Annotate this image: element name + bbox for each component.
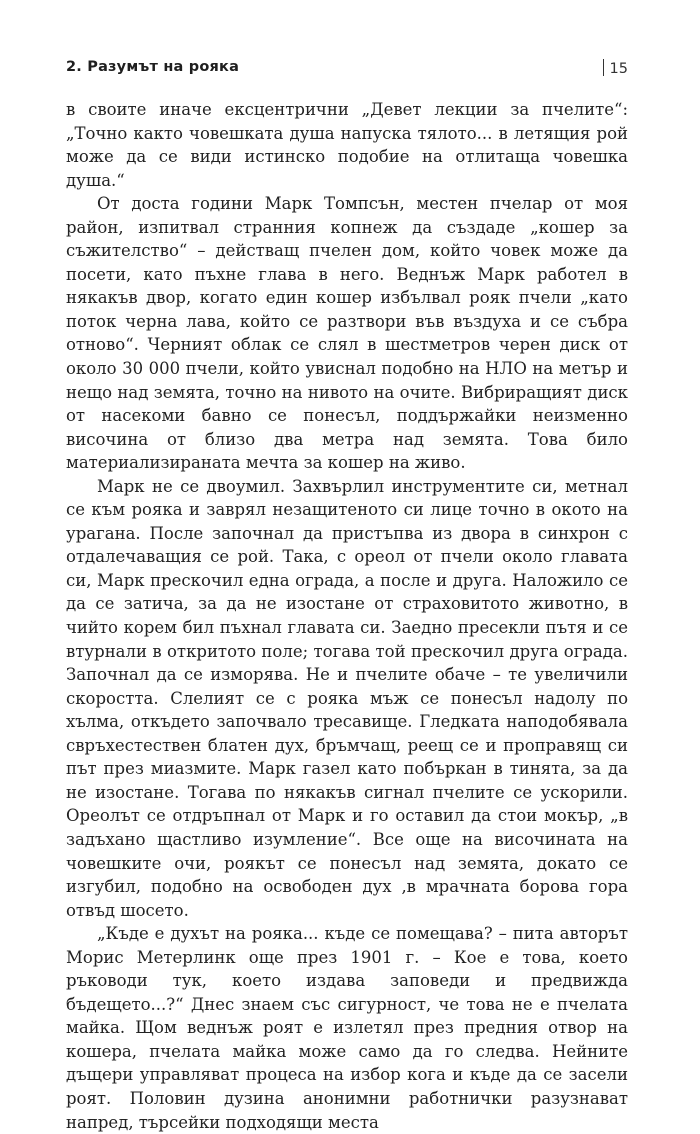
running-header: [66, 56, 628, 80]
paragraph: От доста години Марк Томпсън, местен пчелар от моя район, изпитвал странния копнеж да създаде „кошер за съжителство“ – действащ пчелен дом, който човек може да посети, като пъхне глава в него. Веднъж Марк работел в някакъв двор, когато един кошер избълвал рояк пчели „като поток черна лава, който се разтвори във въздуха и се събра отново“. Черният облак се слял в шестметров черен диск от около 30 000 пчели, който увиснал подобно на НЛО на метър и нещо над земята, точно на нивото на очите. Вибриращият диск от насекоми бавно се понесъл, поддържайки неизменно височина от близо два метра над земята. Това било материализираната мечта за кошер на живо.: [66, 194, 628, 473]
paragraph-continued: в своите иначе ексцентрични „Девет лекции за пчелите“: „Точно както човешката душа напуска тялото... в летящия рой може да се види истинско подобие на отлитаща човешка душа.“: [66, 100, 628, 190]
page-number: 15: [603, 59, 628, 77]
paragraph: Марк не се двоумил. Захвърлил инструментите си, метнал се към рояка и заврял незащитеното си лице точно в окото на урагана. После започнал да пристъпва из двора в синхрон с отдалечаващия се рой. Така, с ореол от пчели около главата си, Марк прескочил една ограда, а после и друга. Наложило се да се затича, за да не изостане от страховитото животно, в чийто корем бил пъхнал главата си. Заедно пресекли пътя и се втурнали в откритото поле; тогава той прескочил друга ограда. Започнал да се изморява. Не и пчелите обаче – те увеличили скоростта. Слелият се с рояка мъж се понесъл надолу по хълма, откъдето започвало тресавище. Гледката наподобявала свръхестествен блатен дух, бръмчащ, реещ се и проправящ си път през миазмите. Марк газел като побъркан в тинята, за да не изостане. Тогава по някакъв сигнал пчелите се ускорили. Ореолът се отдръпнал от Марк и го оставил да стои мокър, „в задъхано щастливо изумление“. Все още на височината на човешките очи, роякът се понесъл над земята, докато се изгубил, подобно на освободен дух ,в мрачната борова гора отвъд шосето.: [66, 476, 628, 920]
paragraph: „Къде е духът на рояка... къде се помещава? – пита авторът Морис Метерлинк още през 1901 г. – Кое е това, което ръководи тук, което издава заповеди и предвижда бъдещето...?“ Днес знаем със сигурност, че това не е пчелата майка. Щом веднъж роят е излетял през предния отвор на кошера, пчелата майка може само да го следва. Нейните дъщери управляват процеса на избор кога и къде да се засели роят. Половин дузина анонимни работнички разузнават напред, търсейки подходящи места: [66, 924, 628, 1132]
body-text: [66, 98, 628, 1134]
chapter-title: 2. Разумът на рояка: [66, 59, 240, 75]
